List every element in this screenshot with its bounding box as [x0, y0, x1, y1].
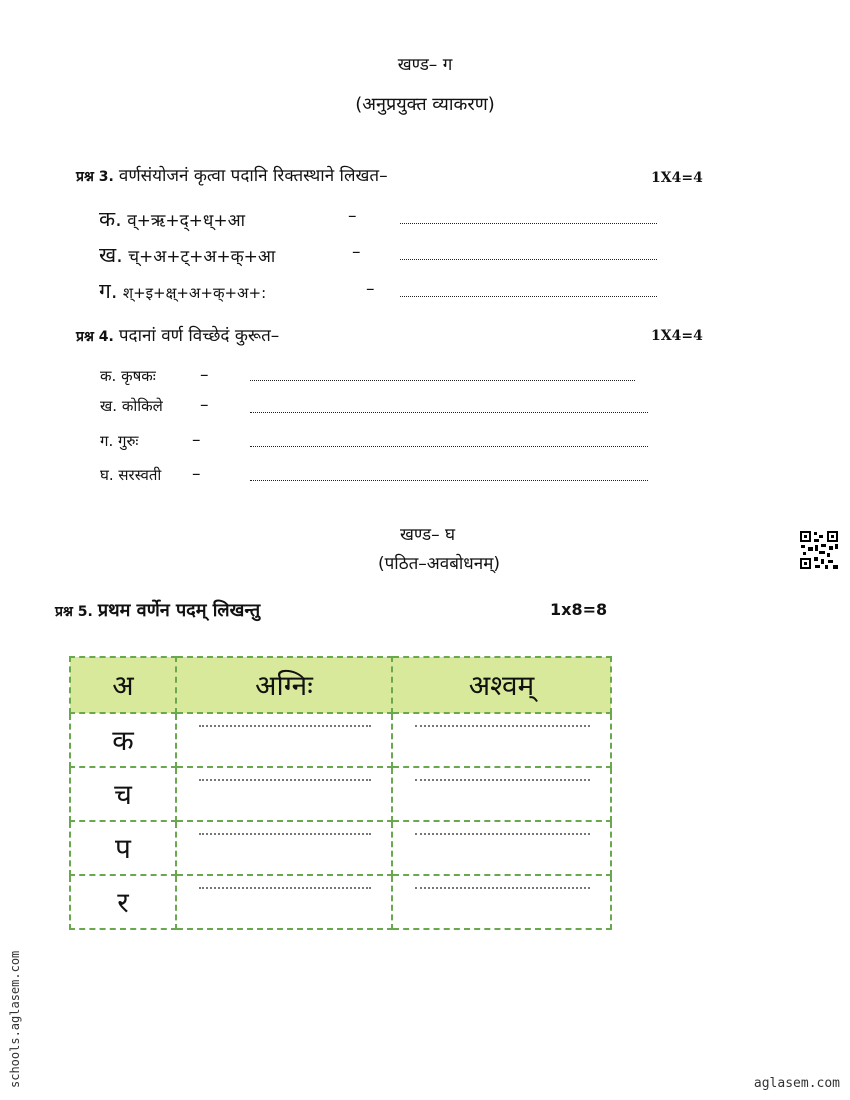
- row-letter: र: [70, 875, 176, 929]
- q4-item-3: [100, 431, 138, 451]
- q3-item-1: [99, 205, 245, 233]
- table-header-cell: अग्निः: [176, 657, 392, 713]
- section-g-subtitle: (अनुप्रयुक्त व्याकरण): [355, 94, 495, 115]
- section-gh-subtitle: (पठित–अवबोधनम्): [378, 554, 500, 574]
- answer-line: [250, 446, 648, 447]
- item-label: ग.: [99, 279, 118, 303]
- q3-item-2: [99, 241, 275, 269]
- table-header-row: [70, 657, 611, 713]
- item-dash: –: [200, 395, 209, 415]
- q3-item-3: [99, 277, 266, 305]
- answer-cell: [392, 821, 611, 875]
- q4-item-2: [100, 396, 163, 416]
- answer-line: [415, 833, 590, 835]
- answer-line: [250, 380, 635, 381]
- item-text: श्+इ+क्ष्+अ+क्+अ+:: [122, 284, 267, 302]
- q4-marks: 1X4=4: [651, 328, 703, 344]
- row-letter: च: [70, 767, 176, 821]
- q4-heading: [76, 323, 279, 346]
- item-label: क.: [100, 367, 117, 385]
- item-label: घ.: [100, 466, 114, 484]
- table-header-cell: अ: [70, 657, 176, 713]
- q5-marks: 1x8=8: [550, 600, 608, 619]
- answer-cell: [176, 821, 392, 875]
- answer-cell: [176, 767, 392, 821]
- answer-line: [199, 725, 371, 727]
- section-g-title: खण्ड– ग: [397, 55, 453, 75]
- item-dash: –: [200, 365, 209, 385]
- answer-line: [199, 779, 371, 781]
- footer-watermark: aglasem.com: [753, 1076, 840, 1091]
- item-label: ग.: [100, 432, 114, 450]
- q4-item-1: [100, 366, 156, 386]
- answer-cell: [392, 875, 611, 929]
- item-label: ख.: [100, 397, 118, 415]
- q4-item-4: [100, 465, 161, 485]
- answer-line: [250, 480, 648, 481]
- q5-number: प्रश्न 5.: [55, 604, 93, 620]
- item-text: कृषकः: [121, 367, 156, 385]
- qr-code-icon: [799, 530, 839, 570]
- q5-heading: [55, 598, 260, 622]
- item-label: ख.: [99, 243, 123, 267]
- answer-cell: [392, 767, 611, 821]
- q3-text: वर्णसंयोजनं कृत्वा पदानि रिक्तस्थाने लिखत–: [118, 166, 388, 186]
- item-text: कोकिले: [121, 397, 163, 415]
- q5-text: प्रथम वर्णेन पदम् लिखन्तु: [97, 600, 261, 621]
- answer-line: [400, 296, 657, 297]
- row-letter: क: [70, 713, 176, 767]
- q5-table: [69, 656, 612, 930]
- answer-line: [199, 887, 371, 889]
- table-row: [70, 821, 611, 875]
- side-watermark: schools.aglasem.com: [8, 950, 22, 1088]
- answer-line: [415, 725, 590, 727]
- answer-line: [400, 223, 657, 224]
- item-text: व्+ऋ+द्+ध्+आ: [127, 211, 246, 231]
- item-dash: –: [192, 430, 201, 450]
- answer-line: [250, 412, 648, 413]
- item-dash: –: [352, 242, 361, 262]
- item-dash: –: [348, 206, 357, 226]
- q3-number: प्रश्न 3.: [76, 169, 114, 185]
- item-dash: –: [192, 464, 201, 484]
- table-row: [70, 713, 611, 767]
- answer-line: [415, 887, 590, 889]
- item-text: गुरुः: [118, 432, 139, 450]
- item-text: च्+अ+ट्+अ+क्+आ: [128, 247, 276, 267]
- answer-line: [400, 259, 657, 260]
- row-letter: प: [70, 821, 176, 875]
- q3-heading: [76, 163, 388, 186]
- table-header-cell: अश्वम्: [392, 657, 611, 713]
- item-dash: –: [366, 279, 375, 299]
- q4-number: प्रश्न 4.: [76, 329, 114, 345]
- section-gh-title: खण्ड– घ: [400, 525, 456, 545]
- item-text: सरस्वती: [118, 466, 162, 484]
- q3-marks: 1X4=4: [651, 170, 703, 186]
- q4-text: पदानां वर्ण विच्छेदं कुरूत–: [118, 326, 280, 346]
- answer-cell: [176, 875, 392, 929]
- item-label: क.: [99, 207, 122, 231]
- table-row: [70, 767, 611, 821]
- answer-line: [415, 779, 590, 781]
- answer-cell: [176, 713, 392, 767]
- answer-line: [199, 833, 371, 835]
- answer-cell: [392, 713, 611, 767]
- table-row: [70, 875, 611, 929]
